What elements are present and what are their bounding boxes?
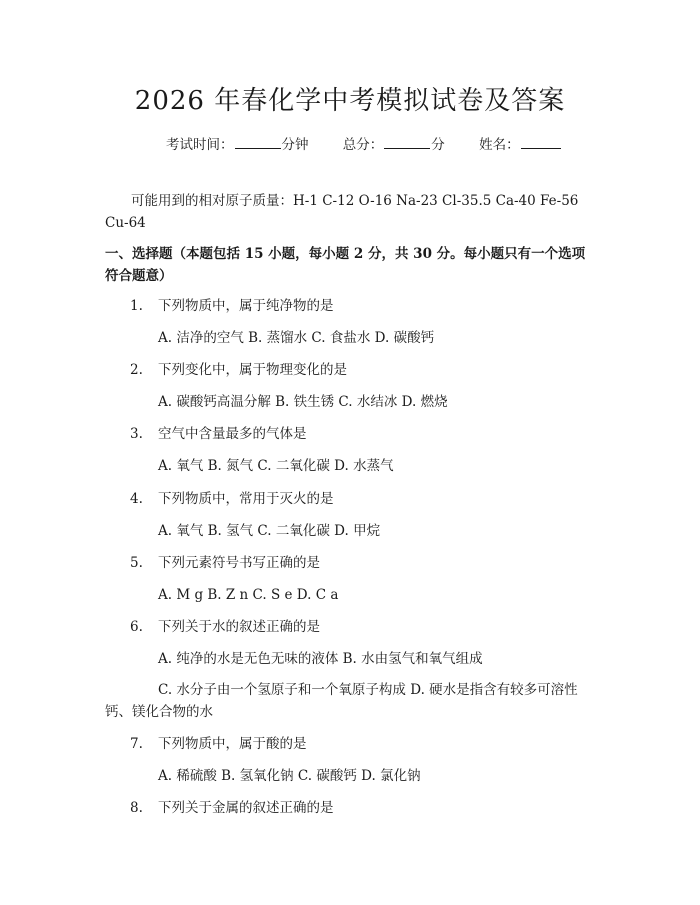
- question-text: 下列物质中，属于酸的是: [158, 736, 307, 752]
- question-2: [130, 360, 347, 380]
- score-blank: [384, 136, 430, 149]
- name-label: 姓名：: [479, 137, 520, 153]
- question-text: 下列物质中，常用于灭火的是: [158, 491, 334, 507]
- question-2-options: A. 碳酸钙高温分解 B. 铁生锈 C. 水结冰 D. 燃烧: [158, 394, 448, 410]
- question-4-options: A. 氧气 B. 氢气 C. 二氧化碳 D. 甲烷: [158, 523, 381, 539]
- question-1: [130, 296, 334, 316]
- question-number: 5.: [130, 555, 143, 571]
- score-field: [343, 137, 445, 153]
- question-5: [130, 553, 320, 573]
- question-8: [130, 798, 334, 818]
- name-field: [479, 137, 562, 153]
- question-3: [130, 424, 307, 444]
- name-blank: [521, 136, 561, 149]
- question-text: 下列物质中，属于纯净物的是: [158, 298, 334, 314]
- exam-info-line: [166, 133, 592, 153]
- question-number: 7.: [130, 736, 143, 752]
- question-number: 3.: [130, 426, 143, 442]
- question-7-options: A. 稀硫酸 B. 氢氧化钠 C. 碳酸钙 D. 氯化钠: [158, 768, 421, 784]
- score-unit: 分: [431, 137, 445, 153]
- question-text: 空气中含量最多的气体是: [158, 426, 307, 442]
- question-6-options-cd: C. 水分子由一个氢原子和一个氧原子构成 D. 硬水是指含有较多可溶性钙、镁化合物的水: [105, 682, 578, 720]
- atomic-masses-note: 可能用到的相对原子质量：H-1 C-12 O-16 Na-23 Cl-35.5 Ca-40 Fe-56 Cu-64: [105, 193, 579, 231]
- time-unit: 分钟: [281, 137, 309, 153]
- question-text: 下列关于金属的叙述正确的是: [158, 800, 334, 816]
- score-label: 总分：: [342, 137, 384, 153]
- exam-title: 2026 年春化学中考模拟试卷及答案: [134, 86, 566, 116]
- question-5-options: A. M g B. Z n C. S e D. C a: [158, 587, 339, 603]
- question-text: 下列关于水的叙述正确的是: [158, 619, 320, 635]
- section-heading: 一、选择题（本题包括 15 小题，每小题 2 分，共 30 分。每小题只有一个选项符合题意）: [105, 246, 586, 284]
- question-text: 下列元素符号书写正确的是: [158, 555, 320, 571]
- question-7: [130, 734, 307, 754]
- question-6-options-ab: A. 纯净的水是无色无味的液体 B. 水由氢气和氧气组成: [158, 651, 483, 667]
- time-blank: [235, 136, 281, 149]
- question-number: 2.: [130, 362, 143, 378]
- time-field: [166, 137, 309, 153]
- question-number: 1.: [130, 298, 143, 314]
- question-6: [130, 617, 320, 637]
- question-number: 8.: [130, 800, 143, 816]
- question-4: [130, 489, 334, 509]
- question-number: 6.: [130, 619, 143, 635]
- question-number: 4.: [130, 491, 143, 507]
- question-1-options: A. 洁净的空气 B. 蒸馏水 C. 食盐水 D. 碳酸钙: [158, 330, 435, 346]
- question-text: 下列变化中，属于物理变化的是: [158, 362, 347, 378]
- time-label: 考试时间：: [166, 137, 234, 153]
- question-3-options: A. 氧气 B. 氮气 C. 二氧化碳 D. 水蒸气: [158, 458, 394, 474]
